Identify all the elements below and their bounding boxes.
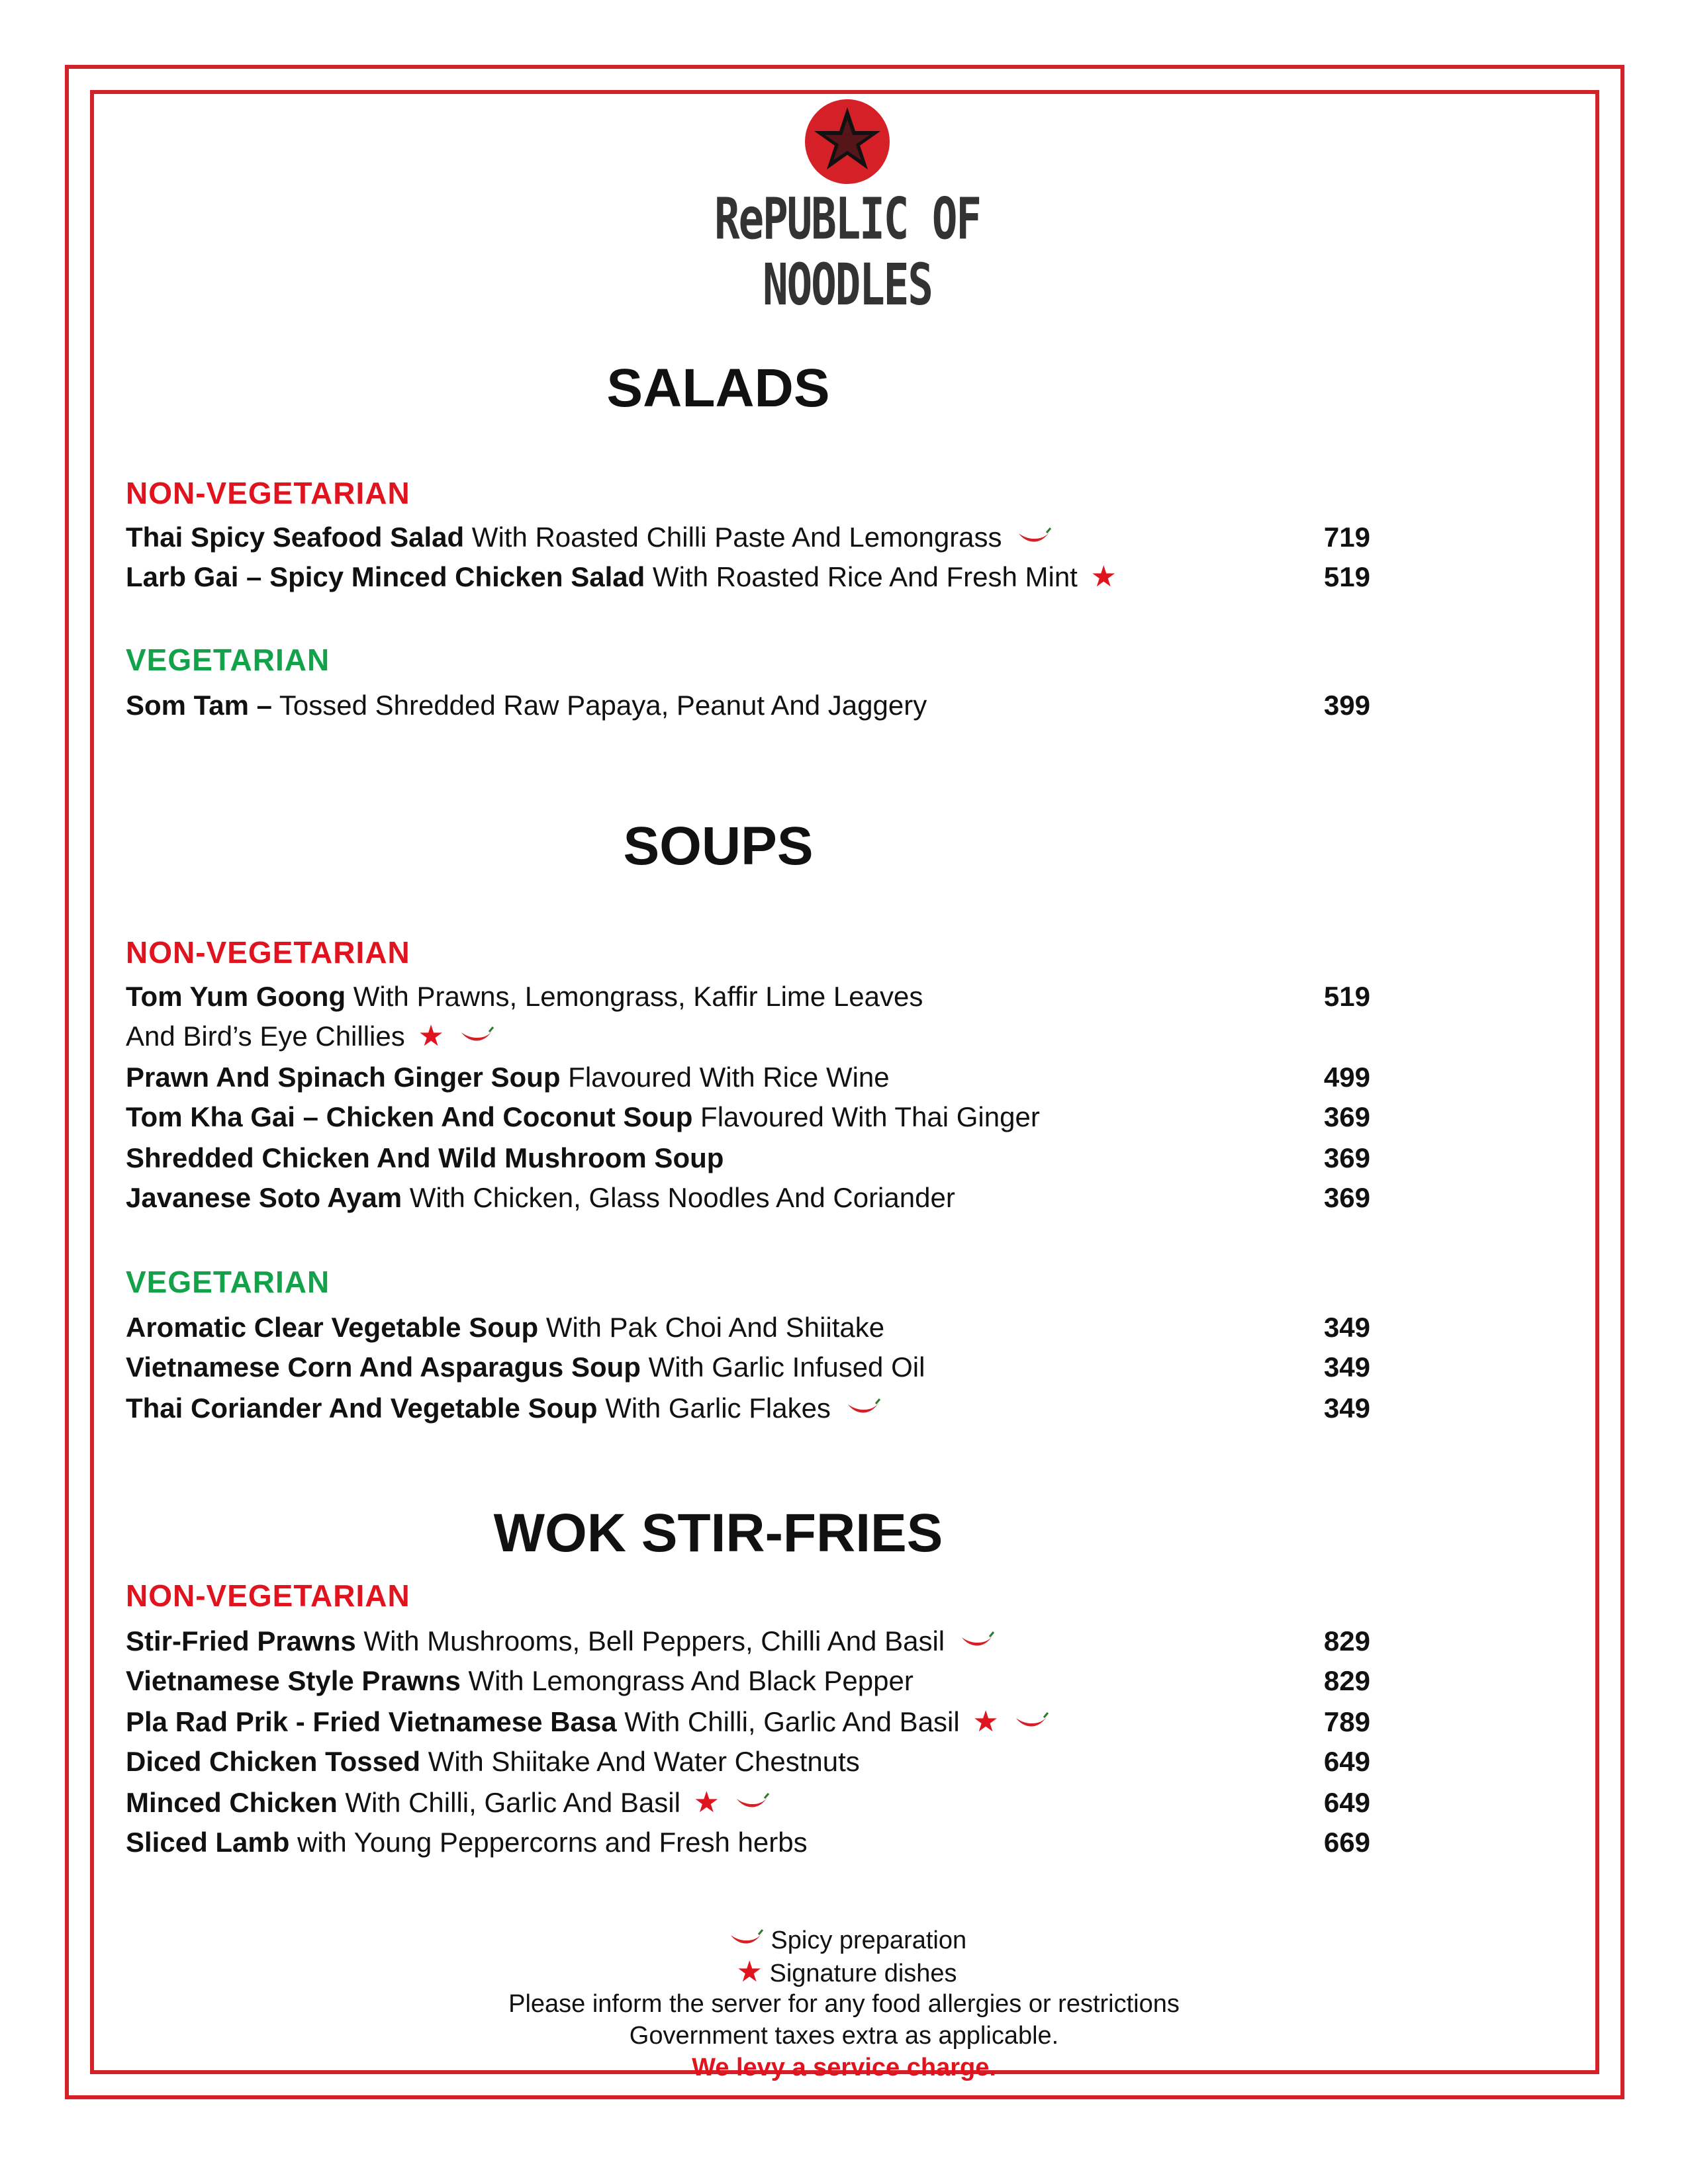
section-title-wok: WOK STIR-FRIES	[493, 1503, 943, 1563]
menu-item: Tom Kha Gai – Chicken And Coconut Soup Flavoured With Thai Ginger 369	[126, 1101, 1370, 1132]
brand-wordmark: RePUBLIC OF NOODLES	[714, 187, 980, 319]
chili-icon	[959, 1631, 995, 1653]
menu-item: Som Tam – Tossed Shredded Raw Papaya, Peanut And Jaggery 399	[126, 690, 1370, 721]
menu-item: Aromatic Clear Vegetable Soup With Pak Choi And Shiitake 349	[126, 1312, 1370, 1343]
menu-item: Thai Spicy Seafood Salad With Roasted Chilli Paste And Lemongrass 719	[126, 522, 1370, 553]
chili-icon	[459, 1026, 494, 1048]
chili-icon	[728, 1929, 764, 1951]
legend-signature: ★ Signature dishes	[736, 1956, 957, 1988]
chili-icon	[1016, 527, 1052, 549]
subheading-nonveg: NON-VEGETARIAN	[126, 1578, 410, 1613]
star-icon: ★	[972, 1706, 999, 1738]
star-icon: ★	[418, 1020, 444, 1052]
allergy-note: Please inform the server for any food allergies or restrictions	[508, 1990, 1180, 2018]
star-icon: ★	[736, 1956, 763, 1988]
section-title-soups: SOUPS	[623, 816, 814, 876]
brand-logo	[708, 99, 986, 319]
menu-item: Larb Gai – Spicy Minced Chicken Salad With Roasted Rice And Fresh Mint ★ 519	[126, 561, 1370, 593]
menu-item: Prawn And Spinach Ginger Soup Flavoured With Rice Wine 499	[126, 1062, 1370, 1093]
menu-item: Pla Rad Prik - Fried Vietnamese Basa With Chilli, Garlic And Basil ★ 789	[126, 1706, 1370, 1738]
star-icon: ★	[693, 1786, 720, 1819]
menu-item: Diced Chicken Tossed With Shiitake And Water Chestnuts 649	[126, 1746, 1370, 1777]
chili-icon	[734, 1792, 770, 1815]
menu-item: Vietnamese Corn And Asparagus Soup With Garlic Infused Oil 349	[126, 1351, 1370, 1383]
menu-item: Stir-Fried Prawns With Mushrooms, Bell Peppers, Chilli And Basil 829	[126, 1625, 1370, 1657]
menu-item: Sliced Lamb with Young Peppercorns and Fresh herbs 669	[126, 1827, 1370, 1858]
subheading-nonveg: NON-VEGETARIAN	[126, 476, 410, 510]
menu-item: Javanese Soto Ayam With Chicken, Glass Noodles And Coriander 369	[126, 1182, 1370, 1213]
tax-note: Government taxes extra as applicable.	[629, 2022, 1059, 2050]
chili-icon	[845, 1398, 881, 1420]
chili-icon	[1013, 1711, 1049, 1734]
menu-item: Vietnamese Style Prawns With Lemongrass And Black Pepper 829	[126, 1665, 1370, 1696]
section-title-salads: SALADS	[606, 358, 830, 418]
menu-item: Tom Yum Goong With Prawns, Lemongrass, Kaffir Lime Leaves 519	[126, 981, 1370, 1012]
service-charge-note: We levy a service charge.	[692, 2054, 996, 2081]
star-emblem-icon	[805, 99, 890, 184]
subheading-veg: VEGETARIAN	[126, 643, 330, 677]
subheading-nonveg: NON-VEGETARIAN	[126, 935, 410, 970]
menu-item-continuation: And Bird’s Eye Chillies ★	[126, 1017, 1370, 1056]
legend-spicy: Spicy preparation	[0, 1925, 1688, 1956]
menu-item: Thai Coriander And Vegetable Soup With Garlic Flakes 349	[126, 1392, 1370, 1424]
star-icon: ★	[1090, 561, 1117, 593]
menu-item: Shredded Chicken And Wild Mushroom Soup 369	[126, 1142, 1370, 1173]
subheading-veg: VEGETARIAN	[126, 1265, 330, 1299]
menu-item: Minced Chicken With Chilli, Garlic And Basil ★ 649	[126, 1786, 1370, 1819]
